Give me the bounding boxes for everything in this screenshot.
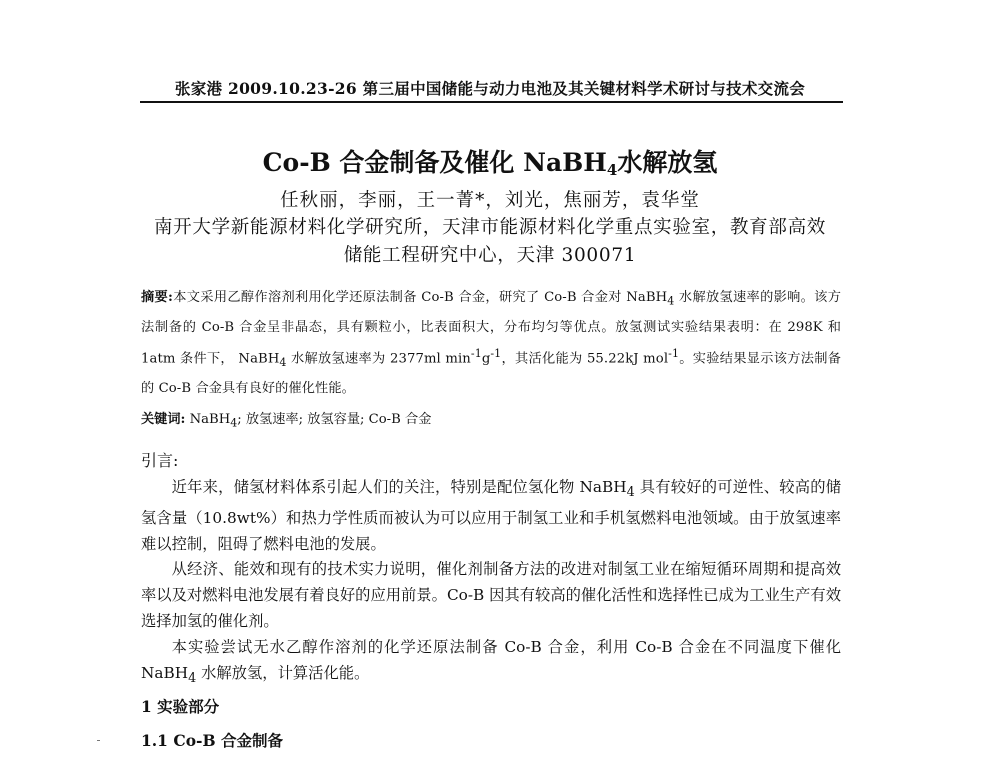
intro-paragraph-2: 从经济、能效和现有的技术实力说明，催化剂制备方法的改进对制氢工业在缩短循环周期和提高效率以及对燃料电池发展有着良好的应用前景。Co-B 因其有较高的催化活性和选择性已成为工业生产有效选择加氢的催化剂。: [141, 560, 841, 631]
abstract-text-2: 水解放氢速率的影响。该方法制备的 Co-B 合金呈非晶态，具有颗粒小，比表面积大，分布均匀等优点。放氢测试实验结果表明：在 298K 和 1atm 条件下， NaBH: [141, 290, 841, 367]
abstract-text-1: 本文采用乙醇作溶剂利用化学还原法制备 Co-B 合金，研究了 Co-B 合金对 NaBH: [173, 290, 668, 305]
intro-p3-text-a: 本实验尝试无水乙醇作溶剂的化学还原法制备 Co-B 合金，利用 Co-B 合金在不同温度下催化 NaBH: [141, 637, 841, 682]
keyword-1: NaBH: [185, 412, 231, 427]
keywords: [141, 409, 841, 435]
paper-title: [140, 143, 840, 179]
title-suffix: 水解放氢: [617, 148, 718, 177]
conference-header: 张家港 2009.10.23-26 第三届中国储能与动力电池及其关键材料学术研讨与技术交流会: [174, 79, 806, 98]
intro-p3-sub: 4: [188, 670, 197, 686]
intro-p1-sub: 4: [626, 485, 635, 501]
abstract-text-4: g: [481, 351, 491, 367]
intro-heading: 引言:: [141, 451, 179, 470]
keyword-1-sub: 4: [230, 416, 238, 430]
abstract-text-3: 水解放氢速率为 2377ml min: [286, 351, 471, 367]
keywords-rest: ; 放氢速率; 放氢容量; Co-B 合金: [237, 412, 432, 427]
abstract-sup-1: -1: [470, 346, 482, 360]
intro-paragraph-1: [141, 475, 841, 557]
section-heading-1: 1 实验部分: [141, 697, 220, 716]
abstract-sub-1: 4: [667, 294, 675, 308]
title-prefix: Co-B 合金制备及催化 NaBH: [262, 148, 607, 177]
intro-paragraph-3: [141, 635, 841, 692]
affiliation-line-1: 南开大学新能源材料化学研究所，天津市能源材料化学重点实验室，教育部高效: [153, 217, 826, 238]
header-rule: [140, 101, 843, 103]
intro-p1-text-b: 具有较好的可逆性、较高的储氢含量（10.8wt%）和热力学性质而被认为可以应用于制氢工业和手机氢燃料电池领域。由于放氢速率难以控制，阻碍了燃料电池的发展。: [141, 478, 841, 553]
intro-p1-text-a: 近年来，储氢材料体系引起人们的关注，特别是配位氢化物 NaBH: [171, 478, 627, 496]
abstract-sup-2: -1: [490, 346, 502, 360]
abstract-text-6: 。实验结果显示该方法制备的 Co-B 合金具有良好的催化性能。: [141, 351, 841, 396]
abstract-sup-3: -1: [668, 346, 680, 360]
intro-p3-text-b: 水解放氢，计算活化能。: [196, 663, 370, 682]
abstract-sub-2: 4: [279, 355, 287, 369]
margin-mark: [97, 740, 100, 741]
affiliation-line-2: 储能工程研究中心，天津 300071: [343, 245, 637, 266]
abstract-text-5: ，其活化能为 55.22kJ mol: [501, 351, 669, 367]
affiliation: [140, 214, 840, 270]
section-heading-1-1: 1.1 Co-B 合金制备: [141, 731, 283, 750]
title-subscript: 4: [606, 161, 618, 179]
keywords-label: 关键词:: [141, 412, 186, 427]
abstract-label: 摘要:: [141, 290, 174, 305]
abstract: [141, 285, 841, 402]
author-list: 任秋丽，李丽，王一菁*，刘光，焦丽芳，袁华堂: [280, 190, 700, 211]
intro-body: [141, 475, 841, 691]
